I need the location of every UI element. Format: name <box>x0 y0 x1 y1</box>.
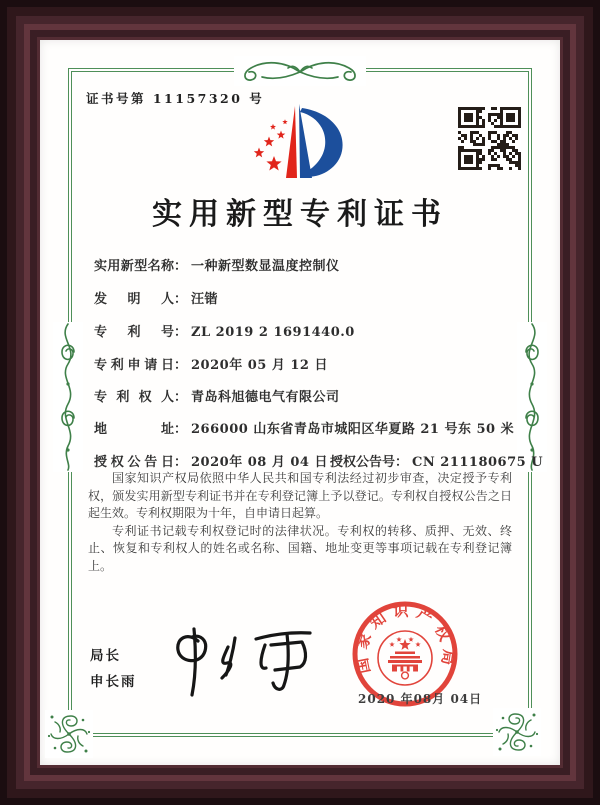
field-label: 授权公告号 <box>330 455 396 470</box>
field-label: 地址 <box>94 422 174 437</box>
certificate-title: 实用新型专利证书 <box>152 197 448 232</box>
field-row-address: 地址： 266000 山东省青岛市城阳区华夏路 21 号东 50 米 <box>94 418 520 437</box>
field-value: CN 211180675 U <box>412 455 544 470</box>
field-label: 专利申请日 <box>94 358 174 373</box>
svg-text:国家知识产权局 <box>351 601 459 675</box>
field-value: 青岛科旭德电气有限公司 <box>191 390 340 405</box>
field-value: 2020年 05 月 12 日 <box>191 358 328 373</box>
field-value: 266000 山东省青岛市城阳区华夏路 21 号东 50 米 <box>191 422 515 437</box>
field-row-filing-date: 专利申请日： 2020年 05 月 12 日 <box>94 354 520 373</box>
field-label: 发明人 <box>94 292 174 307</box>
left-border-flourish-icon <box>53 322 83 472</box>
field-label: 专利权人 <box>94 390 174 405</box>
legal-paragraph: 国家知识产权局依照中华人民共和国专利法经过初步审查，决定授予专利权，颁发实用新型专利证书并在专利登记簿上予以登记。专利权自授权公告之日起生效。专利权期限为十年，自申请日起算。 <box>88 471 512 520</box>
field-value: 汪锴 <box>191 292 219 307</box>
legal-paragraph: 专利证书记载专利权登记时的法律状况。专利权的转移、质押、无效、终止、恢复和专利权人的姓名或名称、国籍、地址变更等事项记载在专利登记簿上。 <box>88 523 512 573</box>
field-value: ZL 2019 2 1691440.0 <box>191 325 355 340</box>
top-center-flourish-icon <box>234 56 366 86</box>
field-row-inventor: 发明人： 汪锴 <box>94 288 520 307</box>
field-value: 2020年 08 月 04 日 <box>191 455 328 470</box>
field-label: 专利号 <box>94 325 174 340</box>
bottom-left-floral-icon <box>45 710 93 758</box>
qr-code <box>458 107 521 170</box>
right-border-flourish-icon <box>517 322 547 472</box>
field-row-patent-no: 专利号： ZL 2019 2 1691440.0 <box>94 321 520 340</box>
field-grant-publication-no: 授权公告号： CN 211180675 U <box>330 455 544 470</box>
seal-ring-text: 国家知识产权局 <box>350 600 460 676</box>
cnipa-logo-icon <box>248 100 352 184</box>
certificate-paper <box>40 40 560 765</box>
national-emblem-icon <box>378 631 432 685</box>
signer-title: 局长 <box>90 648 121 664</box>
field-row-patentee: 专利权人： 青岛科旭德电气有限公司 <box>94 386 520 405</box>
field-label: 授权公告日 <box>94 455 174 470</box>
field-row-name: 实用新型名称： 一种新型数显温度控制仪 <box>94 255 520 274</box>
field-label: 实用新型名称 <box>94 259 174 274</box>
legal-text <box>88 470 512 575</box>
signature-icon <box>170 623 320 703</box>
certificate-number: 证书号第 11157320 号 <box>86 91 265 106</box>
seal-date: 2020 年08月 04日 <box>358 692 483 706</box>
signer-block <box>90 643 137 695</box>
field-value: 一种新型数显温度控制仪 <box>191 259 340 274</box>
bottom-right-floral-icon <box>493 708 541 756</box>
field-row-grant-date: 授权公告日： 2020年 08 月 04 日 授权公告号： CN 211180675 U <box>94 451 520 470</box>
signer-name: 申长雨 <box>90 674 137 690</box>
